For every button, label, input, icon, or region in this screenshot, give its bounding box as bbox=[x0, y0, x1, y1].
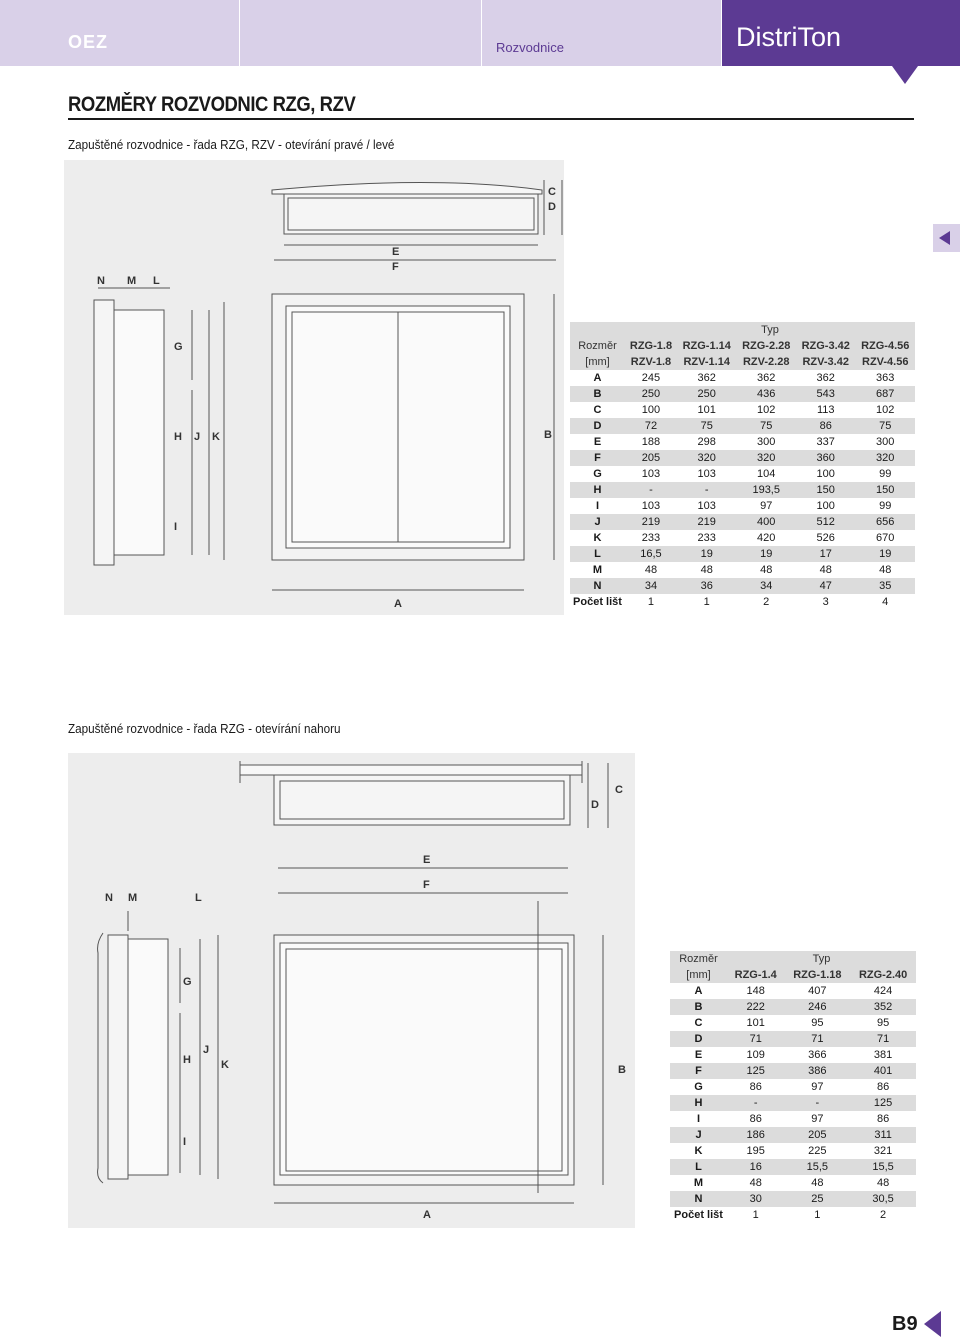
section1-dimension-table bbox=[570, 322, 915, 610]
table-cell: 103 bbox=[641, 500, 661, 512]
table-cell: 205 bbox=[808, 1129, 827, 1141]
table-cell: 16,5 bbox=[640, 548, 662, 560]
table-cell: 99 bbox=[879, 468, 892, 480]
table-cell: 337 bbox=[816, 436, 835, 448]
type-cell: RZG-1.4 bbox=[734, 969, 777, 981]
type-cell: RZG-3.42 bbox=[801, 340, 850, 352]
table-cell: 100 bbox=[641, 404, 661, 416]
table-cell: 400 bbox=[757, 516, 776, 528]
table-cell: 48 bbox=[700, 564, 713, 576]
section1-subtitle: Zapuštěné rozvodnice - řada RZG, RZV - otevírání pravé / levé bbox=[68, 137, 395, 152]
table-cell: 48 bbox=[876, 1177, 890, 1189]
table-cell: 113 bbox=[816, 404, 835, 416]
table-row bbox=[670, 1095, 916, 1111]
table-row bbox=[670, 1015, 916, 1031]
dim-label-k: K bbox=[221, 1059, 229, 1071]
table-cell: 48 bbox=[819, 564, 832, 576]
title-rule bbox=[68, 118, 914, 120]
table-cell: 72 bbox=[644, 420, 658, 432]
row-label: L bbox=[594, 548, 601, 560]
table-row bbox=[670, 1079, 916, 1095]
table-cell: 687 bbox=[876, 388, 895, 400]
dim-label-h: H bbox=[174, 431, 182, 443]
header-section-cell bbox=[482, 0, 721, 66]
table-types-bottom-row bbox=[570, 354, 915, 370]
table-cell: 362 bbox=[757, 372, 776, 384]
table-cell: 1 bbox=[647, 596, 655, 608]
table-row bbox=[570, 546, 915, 562]
row-label: F bbox=[695, 1065, 702, 1077]
table-cell: 250 bbox=[641, 388, 661, 400]
table-cell: 86 bbox=[819, 420, 832, 432]
row-label: F bbox=[594, 452, 601, 464]
dim-label-l: L bbox=[195, 892, 202, 904]
header-pointer-icon bbox=[892, 66, 918, 84]
table-cell: 71 bbox=[811, 1033, 824, 1045]
table-cell: 186 bbox=[746, 1129, 765, 1141]
table-cell: 75 bbox=[760, 420, 773, 432]
table-cell: 420 bbox=[757, 532, 776, 544]
table-cell: 300 bbox=[876, 436, 895, 448]
table-row bbox=[570, 578, 915, 594]
row-label: D bbox=[694, 1033, 703, 1045]
section1-table-body bbox=[570, 370, 915, 610]
table-cell: 150 bbox=[816, 484, 835, 496]
table-row bbox=[570, 434, 915, 450]
table-header-row bbox=[670, 951, 916, 967]
type-cell: RZG-2.40 bbox=[858, 969, 908, 981]
table-cell: 386 bbox=[808, 1065, 827, 1077]
table-row bbox=[570, 402, 915, 418]
row-label: B bbox=[694, 1001, 703, 1013]
table-cell: 2 bbox=[763, 596, 770, 608]
dim-label-m: M bbox=[127, 275, 137, 287]
table-cell: 86 bbox=[876, 1081, 890, 1093]
table-row bbox=[670, 983, 916, 999]
dim-label-f: F bbox=[423, 879, 430, 891]
page-title: ROZMĚRY ROZVODNIC RZG, RZV bbox=[68, 93, 356, 116]
table-row bbox=[670, 1159, 916, 1175]
table-cell: 362 bbox=[816, 372, 835, 384]
table-row bbox=[570, 466, 915, 482]
table-row bbox=[570, 562, 915, 578]
table-cell: 16 bbox=[749, 1161, 762, 1173]
table-cell: 15,5 bbox=[872, 1161, 894, 1173]
table-cell: 4 bbox=[882, 596, 889, 608]
page-header bbox=[0, 0, 960, 66]
table-cell: 71 bbox=[749, 1033, 762, 1045]
table-cell: 1 bbox=[703, 596, 710, 608]
table-cell: 436 bbox=[757, 388, 776, 400]
dim-label-j: J bbox=[203, 1044, 210, 1056]
type-cell: RZG-2.28 bbox=[742, 340, 791, 352]
table-cell: 233 bbox=[697, 532, 716, 544]
table-row bbox=[670, 1175, 916, 1191]
table-row bbox=[570, 594, 915, 610]
table-cell: 103 bbox=[641, 468, 661, 480]
rozmer-header: Rozměr bbox=[679, 953, 718, 965]
table-cell: 222 bbox=[746, 1001, 765, 1013]
row-label: J bbox=[594, 516, 601, 528]
table-cell: 321 bbox=[873, 1145, 893, 1157]
table-cell: 104 bbox=[757, 468, 776, 480]
row-label: G bbox=[593, 468, 602, 480]
table-cell: 381 bbox=[873, 1049, 893, 1061]
header-brand-cell bbox=[722, 0, 960, 66]
table-cell: 188 bbox=[641, 436, 661, 448]
oez-logo: OEZ bbox=[68, 32, 109, 52]
row-label: J bbox=[695, 1129, 702, 1141]
table-cell: 3 bbox=[822, 596, 829, 608]
type-cell: RZV-1.14 bbox=[683, 356, 730, 368]
row-label: K bbox=[593, 532, 602, 544]
table-cell: 219 bbox=[641, 516, 661, 528]
table-cell: - bbox=[704, 484, 709, 496]
table-cell: 102 bbox=[757, 404, 776, 416]
typ-header: Typ bbox=[812, 953, 831, 965]
table-cell: 19 bbox=[760, 548, 773, 560]
typ-header: Typ bbox=[761, 324, 779, 336]
table-cell: 225 bbox=[808, 1145, 827, 1157]
row-label: C bbox=[694, 1017, 703, 1029]
table-cell: 34 bbox=[760, 580, 773, 592]
unit-header: [mm] bbox=[585, 356, 610, 368]
table-row bbox=[670, 1047, 916, 1063]
table-cell: 362 bbox=[697, 372, 716, 384]
table-row bbox=[570, 514, 915, 530]
dim-label-c: C bbox=[615, 784, 623, 796]
table-cell: 100 bbox=[816, 500, 835, 512]
table-cell: 543 bbox=[816, 388, 835, 400]
table-cell: 407 bbox=[808, 985, 827, 997]
table-cell: 401 bbox=[873, 1065, 893, 1077]
row-label: D bbox=[593, 420, 602, 432]
table-row bbox=[570, 482, 915, 498]
table-cell: 86 bbox=[876, 1113, 890, 1125]
row-label: G bbox=[694, 1081, 703, 1093]
table-cell: 102 bbox=[876, 404, 895, 416]
table-cell: 193,5 bbox=[752, 484, 780, 496]
row-label: I bbox=[595, 500, 600, 512]
table-cell: 656 bbox=[876, 516, 895, 528]
dim-label-n: N bbox=[97, 275, 105, 287]
table-cell: 246 bbox=[808, 1001, 827, 1013]
header-spacer bbox=[240, 0, 481, 66]
table-cell: 360 bbox=[816, 452, 835, 464]
dim-label-h: H bbox=[183, 1054, 191, 1066]
table-cell: 512 bbox=[816, 516, 835, 528]
table-cell: - bbox=[815, 1097, 820, 1109]
table-cell: 100 bbox=[816, 468, 835, 480]
section1-drawing bbox=[64, 160, 564, 615]
section2-subtitle: Zapuštěné rozvodnice - řada RZG - otevírání nahoru bbox=[68, 721, 341, 736]
unit-header: [mm] bbox=[686, 969, 711, 981]
table-row bbox=[570, 450, 915, 466]
row-label: L bbox=[695, 1161, 702, 1173]
row-label: E bbox=[694, 1049, 703, 1061]
table-row bbox=[670, 1111, 916, 1127]
row-label: A bbox=[694, 985, 703, 997]
table-cell: 125 bbox=[873, 1097, 893, 1109]
table-cell: 48 bbox=[644, 564, 658, 576]
table-cell: 148 bbox=[746, 985, 765, 997]
table-cell: 75 bbox=[879, 420, 892, 432]
table-cell: 17 bbox=[819, 548, 832, 560]
table-cell: 245 bbox=[641, 372, 661, 384]
row-label: H bbox=[593, 484, 602, 496]
row-label: N bbox=[593, 580, 602, 592]
table-cell: 320 bbox=[876, 452, 895, 464]
rozmer-header: Rozměr bbox=[578, 340, 617, 352]
table-cell: 320 bbox=[757, 452, 776, 464]
table-cell: 2 bbox=[880, 1209, 887, 1221]
type-cell: RZV-4.56 bbox=[862, 356, 909, 368]
table-cell: 47 bbox=[819, 580, 832, 592]
row-label: K bbox=[694, 1145, 703, 1157]
table-cell: 48 bbox=[749, 1177, 762, 1189]
dim-label-b: B bbox=[544, 429, 552, 441]
dim-label-n: N bbox=[105, 892, 113, 904]
table-cell: 125 bbox=[746, 1065, 765, 1077]
page-triangle-icon bbox=[924, 1311, 941, 1337]
dim-label-j: J bbox=[194, 431, 201, 443]
section2-technical-drawing bbox=[68, 753, 635, 1228]
table-row bbox=[570, 370, 915, 386]
table-types-top-row bbox=[570, 338, 915, 354]
table-cell: 97 bbox=[760, 500, 773, 512]
table-cell: 48 bbox=[811, 1177, 824, 1189]
brand-name: DistriTon bbox=[736, 22, 842, 52]
table-types-row bbox=[670, 967, 916, 983]
row-label: N bbox=[694, 1193, 703, 1205]
type-cell: RZG-4.56 bbox=[861, 340, 910, 352]
table-cell: 233 bbox=[641, 532, 661, 544]
table-cell: 25 bbox=[811, 1193, 824, 1205]
row-label: E bbox=[593, 436, 602, 448]
row-label: Počet lišt bbox=[674, 1209, 723, 1221]
table-cell: 103 bbox=[697, 500, 716, 512]
table-cell: 298 bbox=[697, 436, 716, 448]
type-cell: RZG-1.18 bbox=[793, 969, 842, 981]
table-header-row bbox=[570, 322, 915, 338]
row-label: A bbox=[593, 372, 602, 384]
dim-label-e: E bbox=[423, 854, 431, 866]
dim-label-f: F bbox=[392, 261, 399, 273]
table-row bbox=[670, 1143, 916, 1159]
section1-technical-drawing bbox=[64, 160, 564, 615]
table-cell: 86 bbox=[749, 1113, 762, 1125]
section-name: Rozvodnice bbox=[496, 40, 564, 55]
row-label: C bbox=[593, 404, 602, 416]
dim-label-a: A bbox=[394, 598, 402, 610]
table-cell: 219 bbox=[697, 516, 716, 528]
table-cell: 311 bbox=[874, 1129, 892, 1141]
table-cell: 363 bbox=[876, 372, 895, 384]
table-cell: 670 bbox=[876, 532, 895, 544]
table-cell: 30 bbox=[749, 1193, 762, 1205]
type-cell: RZG-1.8 bbox=[629, 340, 673, 352]
section2-drawing bbox=[68, 753, 635, 1228]
table-cell: 526 bbox=[816, 532, 835, 544]
table-cell: 101 bbox=[697, 404, 716, 416]
table-cell: 36 bbox=[700, 580, 713, 592]
table-cell: 30,5 bbox=[872, 1193, 894, 1205]
table-cell: 300 bbox=[757, 436, 776, 448]
table-cell: 97 bbox=[811, 1081, 824, 1093]
header-logo-cell bbox=[0, 0, 239, 66]
prev-page-arrow-icon[interactable] bbox=[933, 224, 960, 252]
dim-label-g: G bbox=[174, 341, 183, 353]
dim-label-l: L bbox=[153, 275, 160, 287]
table-cell: 99 bbox=[879, 500, 892, 512]
table-cell: - bbox=[649, 484, 653, 496]
table-row bbox=[570, 418, 915, 434]
row-label: H bbox=[694, 1097, 703, 1109]
table-cell: - bbox=[753, 1097, 758, 1109]
table-cell: 48 bbox=[879, 564, 892, 576]
section2-dimension-table bbox=[670, 951, 916, 1223]
table-row bbox=[670, 1207, 916, 1223]
dim-label-d: D bbox=[591, 799, 599, 811]
table-row bbox=[570, 530, 915, 546]
table-cell: 352 bbox=[873, 1001, 893, 1013]
table-row bbox=[570, 498, 915, 514]
table-row bbox=[670, 1127, 916, 1143]
page-number: B9 bbox=[892, 1313, 918, 1335]
row-label: I bbox=[696, 1113, 701, 1125]
dim-label-i: I bbox=[183, 1136, 187, 1148]
table-cell: 75 bbox=[700, 420, 713, 432]
table-cell: 97 bbox=[811, 1113, 824, 1125]
dim-label-a: A bbox=[423, 1209, 431, 1221]
row-label: M bbox=[693, 1177, 704, 1189]
table-row bbox=[670, 999, 916, 1015]
table-cell: 15,5 bbox=[806, 1161, 829, 1173]
dim-label-m: M bbox=[128, 892, 138, 904]
row-label: B bbox=[593, 388, 602, 400]
table-row bbox=[670, 1031, 916, 1047]
table-cell: 95 bbox=[811, 1017, 824, 1029]
type-cell: RZV-1.8 bbox=[630, 356, 672, 368]
dim-label-i: I bbox=[174, 521, 178, 533]
table-cell: 150 bbox=[876, 484, 895, 496]
table-cell: 250 bbox=[697, 388, 716, 400]
table-cell: 19 bbox=[879, 548, 892, 560]
type-cell: RZV-2.28 bbox=[742, 356, 790, 368]
table-cell: 1 bbox=[752, 1209, 759, 1221]
table-cell: 1 bbox=[814, 1209, 821, 1221]
dim-label-c: C bbox=[548, 186, 556, 198]
row-label: M bbox=[592, 564, 603, 576]
table-cell: 101 bbox=[746, 1017, 765, 1029]
table-cell: 34 bbox=[644, 580, 658, 592]
table-cell: 424 bbox=[873, 985, 893, 997]
dim-label-k: K bbox=[212, 431, 220, 443]
table-row bbox=[670, 1063, 916, 1079]
table-cell: 103 bbox=[697, 468, 716, 480]
type-cell: RZG-1.14 bbox=[682, 340, 731, 352]
dim-label-e: E bbox=[392, 246, 400, 258]
table-row bbox=[670, 1191, 916, 1207]
table-cell: 86 bbox=[749, 1081, 762, 1093]
table-cell: 109 bbox=[746, 1049, 765, 1061]
table-cell: 95 bbox=[876, 1017, 890, 1029]
dim-label-b: B bbox=[618, 1064, 626, 1076]
table-cell: 366 bbox=[808, 1049, 827, 1061]
row-label: Počet lišt bbox=[573, 596, 622, 608]
table-cell: 195 bbox=[746, 1145, 765, 1157]
dim-label-g: G bbox=[183, 976, 192, 988]
table-cell: 71 bbox=[876, 1033, 890, 1045]
type-cell: RZV-3.42 bbox=[802, 356, 849, 368]
section2-table-body bbox=[670, 983, 916, 1223]
table-cell: 205 bbox=[641, 452, 661, 464]
dim-label-d: D bbox=[548, 201, 556, 213]
table-cell: 48 bbox=[760, 564, 773, 576]
table-cell: 35 bbox=[879, 580, 892, 592]
table-cell: 19 bbox=[700, 548, 713, 560]
table-row bbox=[570, 386, 915, 402]
table-cell: 320 bbox=[697, 452, 716, 464]
